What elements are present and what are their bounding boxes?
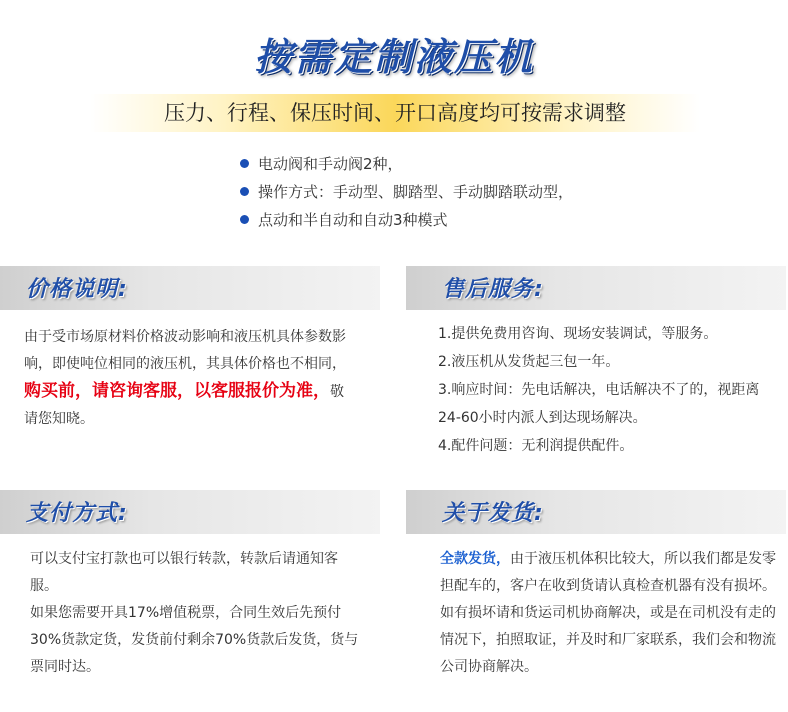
subtitle-banner: 压力、行程、保压时间、开口高度均可按需求调整 <box>90 94 700 132</box>
price-text-1: 由于受市场原材料价格波动影响和液压机具体参数影响，即使吨位相同的液压机，其具体价格也不相同， <box>24 329 346 372</box>
feature-list <box>240 152 573 236</box>
shipping-header <box>406 490 786 534</box>
shipping-highlight: 全款发货， <box>440 551 510 567</box>
shipping-text-1 <box>440 546 776 600</box>
shipping-text-1-body: 由于液压机体积比较大，所以我们都是发零担配车的，客户在收到货请认真检查机器有没有损坏。 <box>440 551 776 594</box>
payment-title: 支付方式: <box>26 501 128 526</box>
service-item: 3.响应时间：先电话解决，电话解决不了的，视距离24-60小时内派人到达现场解决。 <box>438 382 760 426</box>
payment-section <box>0 490 380 681</box>
bullet-icon <box>240 187 249 196</box>
shipping-body <box>406 534 776 681</box>
service-title: 售后服务: <box>442 277 544 302</box>
shipping-text-2: 如有损坏请和货运司机协商解决，或是在司机没有走的情况下，拍照取证，并及时和厂家联系，我们会和物流公司协商解决。 <box>440 605 776 675</box>
price-body <box>0 310 354 433</box>
page-title: 按需定制液压机 <box>253 35 534 79</box>
service-item: 4.配件问题：无利润提供配件。 <box>438 438 634 454</box>
shipping-section <box>406 490 786 681</box>
payment-body <box>0 534 360 681</box>
bullet-icon <box>240 159 249 168</box>
payment-text-1: 可以支付宝打款也可以银行转款，转款后请通知客服。 <box>30 551 338 594</box>
service-item: 2.液压机从发货起三包一年。 <box>438 354 620 370</box>
service-header <box>406 266 786 310</box>
payment-text-2: 如果您需要开具17%增值税票，合同生效后先预付30%货款定货，发货前付剩余70%货款后发货，货与票同时达。 <box>30 605 359 675</box>
service-body <box>406 310 778 460</box>
price-section <box>0 266 380 433</box>
feature-item <box>240 180 573 208</box>
feature-text: 点动和半自动和自动3种模式 <box>258 211 448 229</box>
shipping-title: 关于发货: <box>442 501 544 526</box>
payment-header <box>0 490 380 534</box>
price-highlight: 购买前，请咨询客服，以客服报价为准， <box>24 381 330 401</box>
service-item: 1.提供免费用咨询、现场安装调试，等服务。 <box>438 326 718 342</box>
price-text <box>24 324 354 433</box>
service-section <box>406 266 786 460</box>
price-title: 价格说明: <box>26 277 128 302</box>
feature-item <box>240 208 573 236</box>
feature-text: 操作方式：手动型、脚踏型、手动脚踏联动型， <box>258 183 574 201</box>
feature-item <box>240 152 573 180</box>
price-header <box>0 266 380 310</box>
bullet-icon <box>240 215 249 224</box>
feature-text: 电动阀和手动阀2种， <box>258 155 403 173</box>
price-text-2: 敬请您知晓。 <box>24 384 344 427</box>
